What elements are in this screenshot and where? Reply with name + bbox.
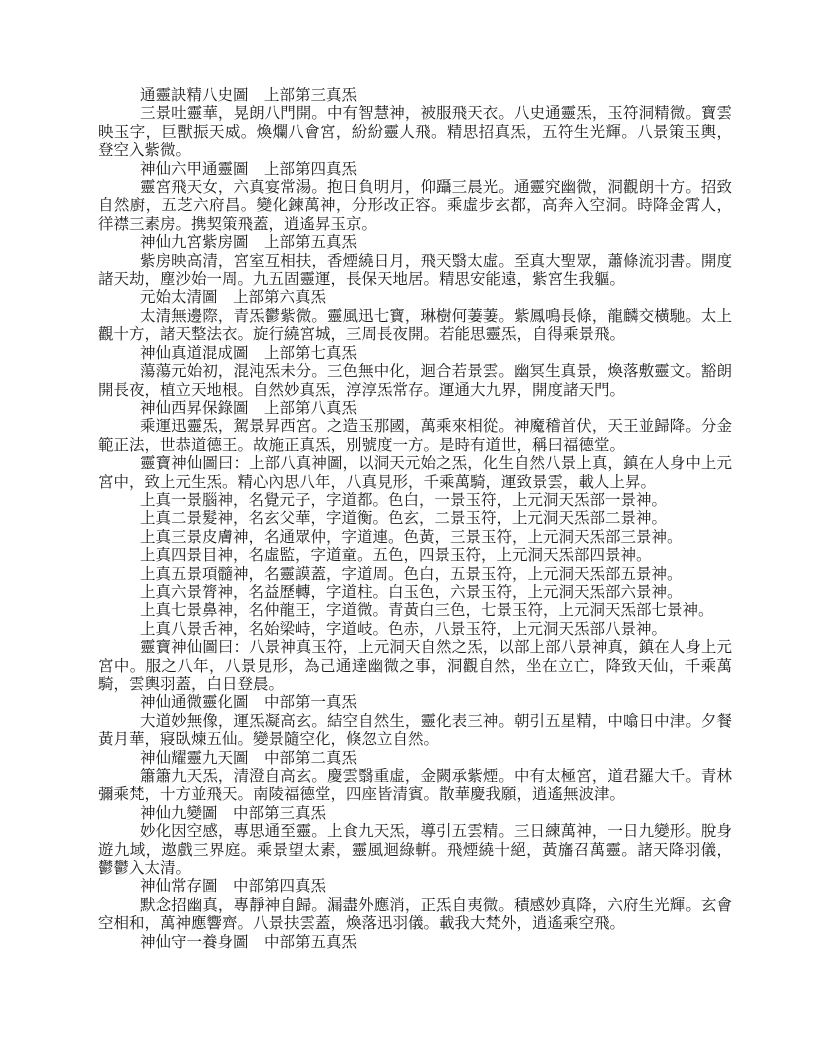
paragraph: 三景吐靈華，晃朗八門開。中有智慧神，被服飛天衣。八史通靈炁，玉符洞精微。寶雲映玉字，巨獸振天威。煥爛八會宮，紛紛靈人飛。精思招真炁，五符生光輝。八景策玉輿，登空入紫微。 — [98, 105, 732, 160]
section-title: 神仙真道混成圖 上部第七真炁 — [140, 344, 358, 362]
paragraph: 默念招幽真，專靜神自歸。漏盡外應消，正炁自夷微。積感妙真降，六府生光輝。玄會空相和，萬神應響齊。八景扶雲蓋，煥落迅羽儀。載我大梵外，逍遙乘空飛。 — [98, 896, 732, 933]
document-content — [98, 87, 732, 952]
section-title: 神仙六甲通靈圖 上部第四真炁 — [140, 160, 358, 178]
paragraph: 上真八景舌神，名始梁峙，字道岐。色赤，八景玉符，上元洞天炁部八景神。 — [140, 620, 668, 638]
section-title: 神仙九變圖 中部第三真炁 — [140, 804, 327, 822]
section-title: 神仙西昇保錄圖 上部第八真炁 — [140, 399, 358, 417]
paragraph: 上真七景鼻神，名仲龍王，字道微。青黃白三色，七景玉符，上元洞天炁部七景神。 — [140, 602, 714, 620]
paragraph: 上真三景皮膚神，名通眾仲，字道連。色黃，三景玉符，上元洞天炁部三景神。 — [140, 528, 683, 546]
section-title: 神仙常存圖 中部第四真炁 — [140, 878, 327, 896]
section-title: 神仙耀靈九天圖 中部第二真炁 — [140, 749, 358, 767]
paragraph: 靈寶神仙圖曰：八景神真玉符，上元洞天自然之炁，以部上部八景神真，鎮在人身上元宮中。服之八年，八景見形，為己通達幽微之事，洞觀自然，坐在立亡，降致天仙，千乘萬騎，雲輿羽蓋，白日登晨。 — [98, 639, 732, 693]
paragraph: 紫房映高清，宮室互相扶，香煙繞日月，飛天翳太虛。至真大聖眾，蕭條流羽書。開度諸天劫，塵沙始一周。九五固靈運，長保天地居。精思安能遠，紫宮生我軀。 — [98, 252, 732, 289]
paragraph: 乘運迅靈炁，駕景昇西宮。之造玉那國，萬乘來相從。神魔稽首伏，天王並歸降。分金範正法，世恭道德王。故施正真炁，別號度一方。是時有道世，稱曰福德堂。 — [98, 418, 732, 454]
paragraph: 上真六景膂神，名益歷轉，字道柱。白玉色，六景玉符，上元洞天炁部六景神。 — [140, 583, 683, 601]
paragraph: 妙化因空感，專思通至靈。上食九天炁，導引五雲精。三日練萬神，一日九變形。脫身遊九域，遨戲三界庭。乘景望太素，靈風迴綠輧。飛煙繞十絕，黃旛召萬靈。諸天降羽儀，鬱鬱入太清。 — [98, 823, 732, 878]
paragraph: 太清無邊際，青炁鬱紫微。靈風迅七寶，琳樹何萋萋。紫鳳鳴長條，龍麟交橫馳。太上觀十方，諸天整法衣。旋行繞宮城，三周長夜開。若能思靈炁，自得乘景飛。 — [98, 307, 732, 344]
paragraph: 上真二景髮神，名玄父華，字道衡。色玄，二景玉符，上元洞天炁部二景神。 — [140, 510, 668, 528]
paragraph: 上真一景腦神，名覺元子，字道都。色白，一景玉符，上元洞天炁部一景神。 — [140, 491, 668, 509]
paragraph: 簫簫九天炁，清澄自高玄。慶雲翳重虛，金闕承紫煙。中有太極宮，道君羅大千。青林彌乘梵，十方並飛天。南陵福德堂，四座皆清賓。散華慶我願，逍遙無波津。 — [98, 768, 732, 804]
paragraph: 大道妙無像，運炁凝高玄。結空自然生，靈化表三神。朝引五星精，中噏日中津。夕餐黃月華，寢臥煉五仙。變景隨空化，倏忽立自然。 — [98, 712, 732, 749]
section-title: 神仙通微靈化圖 中部第一真炁 — [140, 694, 358, 712]
section-title: 神仙守一養身圖 中部第五真炁 — [140, 933, 358, 951]
section-title: 元始太清圖 上部第六真炁 — [140, 289, 327, 307]
section-title: 通靈訣精八史圖 上部第三真炁 — [140, 87, 358, 104]
section-title: 神仙九宮紫房圖 上部第五真炁 — [140, 234, 358, 252]
paragraph: 蕩蕩元始初，混沌炁未分。三色無中化，迴合若景雲。幽冥生真景，煥落敷靈文。豁朗開長夜，植立天地根。自然妙真炁，淳淳炁常存。運通大九界，開度諸天門。 — [98, 363, 732, 399]
paragraph: 上真五景項髓神，名靈謨蓋，字道周。色白，五景玉符，上元洞天炁部五景神。 — [140, 565, 683, 583]
paragraph: 上真四景目神，名虛監，字道童。五色，四景玉符，上元洞天炁部四景神。 — [140, 547, 652, 565]
paragraph: 靈寶神仙圖曰：上部八真神圖，以洞天元始之炁，化生自然八景上真，鎮在人身中上元宮中，致上元生炁。精心內思八年，八真見形，千乘萬騎，運致景雲，載人上昇。 — [98, 455, 732, 491]
paragraph: 靈宮飛天女，六真宴常湯。抱日負明月，仰躡三晨光。通靈究幽微，洞觀朗十方。招致自然廚，五芝六府昌。變化鍊萬神，分形改正容。乘虛步玄都，高奔入空洞。時降金霄人，徉襟三素房。携契策飛蓋，逍遙昇玉京。 — [98, 179, 732, 233]
